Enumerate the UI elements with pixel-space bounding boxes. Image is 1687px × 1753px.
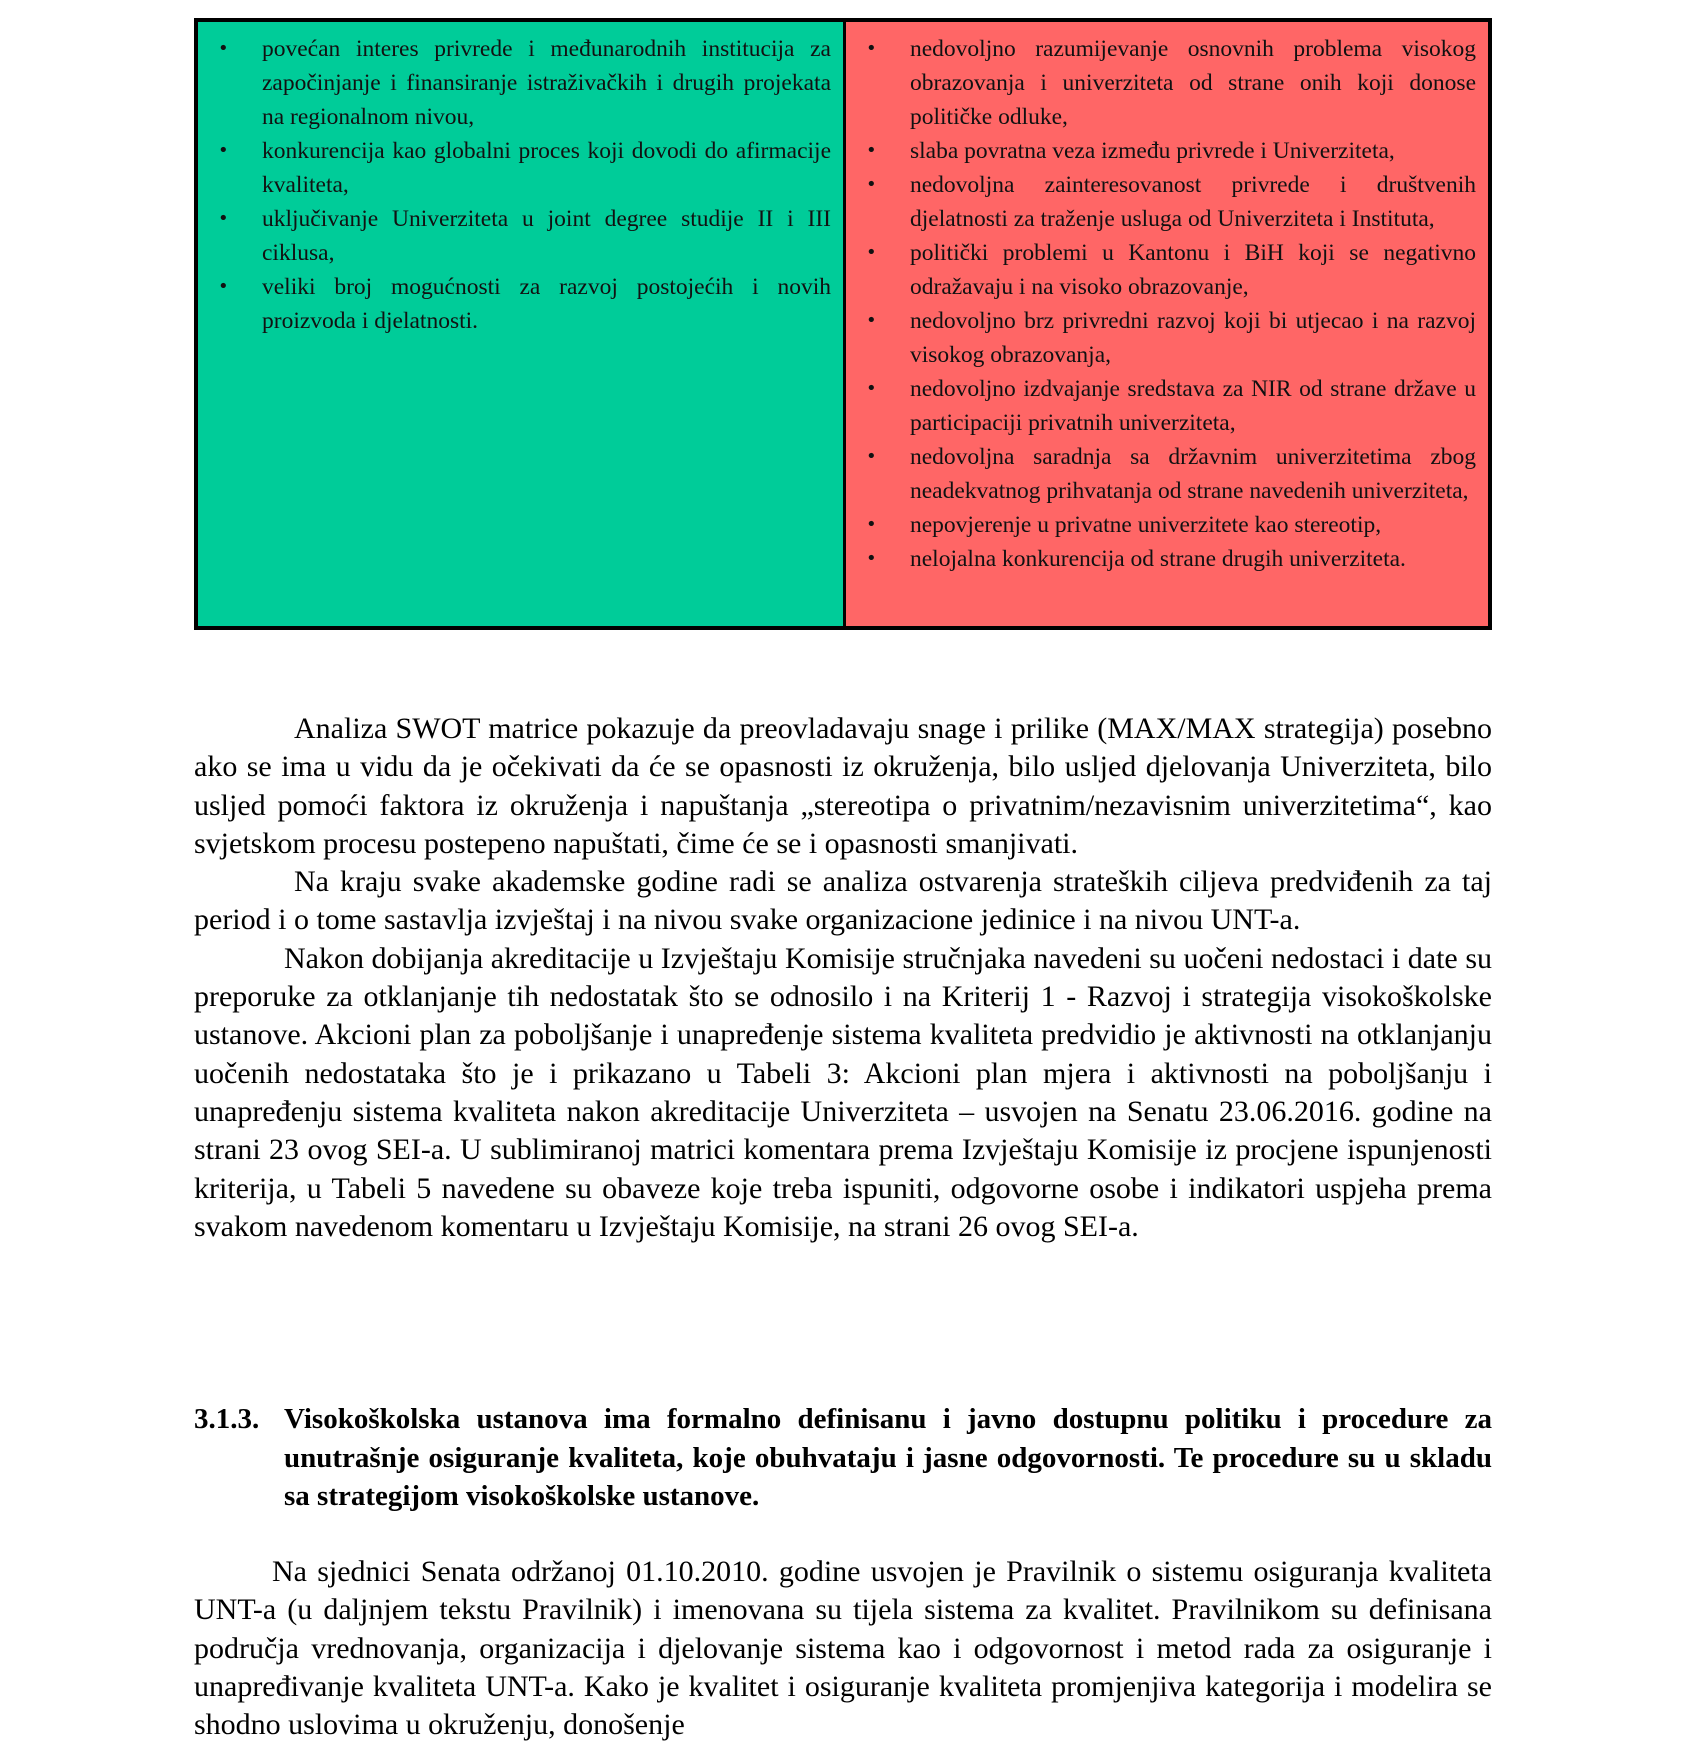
list-item: • uključivanje Univerziteta u joint degree studije II i III ciklusa,: [210, 202, 831, 270]
list-item: • nedovoljno izdvajanje sredstava za NIR od strane države u participaciji privatnih univerziteta,: [858, 372, 1476, 440]
paragraph-annual-analysis: Na kraju svake akademske godine radi se analiza ostvarenja strateških ciljeva predviđenih za taj period i o tome sastavlja izvještaj i na nivou svake organizacione jedinice i na nivou UNT-a.: [194, 865, 1492, 937]
list-item: • nelojalna konkurencija od strane drugih univerziteta.: [858, 542, 1476, 576]
threats-cell: [846, 22, 1488, 626]
section-title: Visokoškolska ustanova ima formalno definisanu i javno dostupnu politiku i procedure za unutrašnje osiguranje kvaliteta, koje obuhvataju i jasne odgovornosti. Te procedure su u skladu sa strategijom visokoškolske ustanove.: [284, 1403, 1492, 1512]
opportunities-list: [210, 32, 831, 338]
paragraph-senate-session: Na sjednici Senata održanoj 01.10.2010. godine usvojen je Pravilnik o sistemu osiguranja kvaliteta UNT-a (u daljnjem tekstu Pravilnik) i imenovana su tijela sistema za kvalitet. Pravilnikom su definisana područja vrednovanja, organizacija i djelovanje sistema kao i odgovornost i metod rada za osiguranje i unapređivanje kvaliteta UNT-a. Kako je kvalitet i osiguranje kvaliteta promjenjiva kategorija i modelira se shodno uslovima u okruženju, donošenje: [194, 1555, 1492, 1742]
paragraph-accreditation: Nakon dobijanja akreditacije u Izvještaju Komisije stručnjaka navedeni su uočeni nedostaci i date su preporuke za otklanjanje tih nedostatak što se odnosilo i na Kriterij 1 - Razvoj i strategija visokoškolske ustanove. Akcioni plan za poboljšanje i unapređenje sistema kvaliteta predvidio je aktivnosti na otklanjanju uočenih nedostataka što je i prikazano u Tabeli 3: Akcioni plan mjera i aktivnosti na poboljšanju i unapređenju sistema kvaliteta nakon akreditacije Univerziteta – usvojen na Senatu 23.06.2016. godine na strani 23 ovog SEI-a. U sublimiranoj matrici komentara prema Izvještaju Komisije iz procjene ispunjenosti kriterija, u Tabeli 5 navedene su obaveze koje treba ispuniti, odgovorne osobe i indikatori uspjeha prema svakom navedenom komentaru u Izvještaju Komisije, na strani 26 ovog SEI-a.: [194, 941, 1492, 1243]
paragraph-swot-analysis: Analiza SWOT matrice pokazuje da preovladavaju snage i prilike (MAX/MAX strategija) posebno ako se ima u vidu da je očekivati da će se opasnosti iz okruženja, bilo usljed djelovanja Univerziteta, bilo usljed pomoći faktora iz okruženja i napuštanja „stereotipa o privatnim/nezavisnim univerzitetima“, kao svjetskom procesu postepeno napuštati, čime će se i opasnosti smanjivati.: [194, 712, 1492, 860]
list-item: • povećan interes privrede i međunarodnih institucija za započinjanje i finansiranje istraživačkih i drugih projekata na regionalnom nivou,: [210, 32, 831, 134]
body-section-1: [194, 710, 1492, 1246]
list-item: • nedovoljna saradnja sa državnim univerzitetima zbog neadekvatnog prihvatanja od strane navedenih univerziteta,: [858, 440, 1476, 508]
list-item: • nedovoljno razumijevanje osnovnih problema visokog obrazovanja i univerziteta od strane onih koji donose političke odluke,: [858, 32, 1476, 134]
opportunities-cell: [198, 22, 846, 626]
list-item: • nedovoljno brz privredni razvoj koji bi utjecao i na razvoj visokog obrazovanja,: [858, 304, 1476, 372]
list-item: • konkurencija kao globalni proces koji dovodi do afirmacije kvaliteta,: [210, 134, 831, 202]
list-item: • nepovjerenje u privatne univerzitete kao stereotip,: [858, 508, 1476, 542]
swot-table: [194, 18, 1492, 630]
list-item: • slaba povratna veza između privrede i Univerziteta,: [858, 134, 1476, 168]
body-section-2: [194, 1553, 1492, 1744]
threats-list: [858, 32, 1476, 576]
list-item: • veliki broj mogućnosti za razvoj postojećih i novih proizvoda i djelatnosti.: [210, 270, 831, 338]
section-number: 3.1.3.: [194, 1403, 260, 1435]
list-item: • politički problemi u Kantonu i BiH koji se negativno odražavaju i na visoko obrazovanje,: [858, 236, 1476, 304]
section-heading: [194, 1400, 1492, 1516]
list-item: • nedovoljna zainteresovanost privrede i društvenih djelatnosti za traženje usluga od Univerziteta i Instituta,: [858, 168, 1476, 236]
